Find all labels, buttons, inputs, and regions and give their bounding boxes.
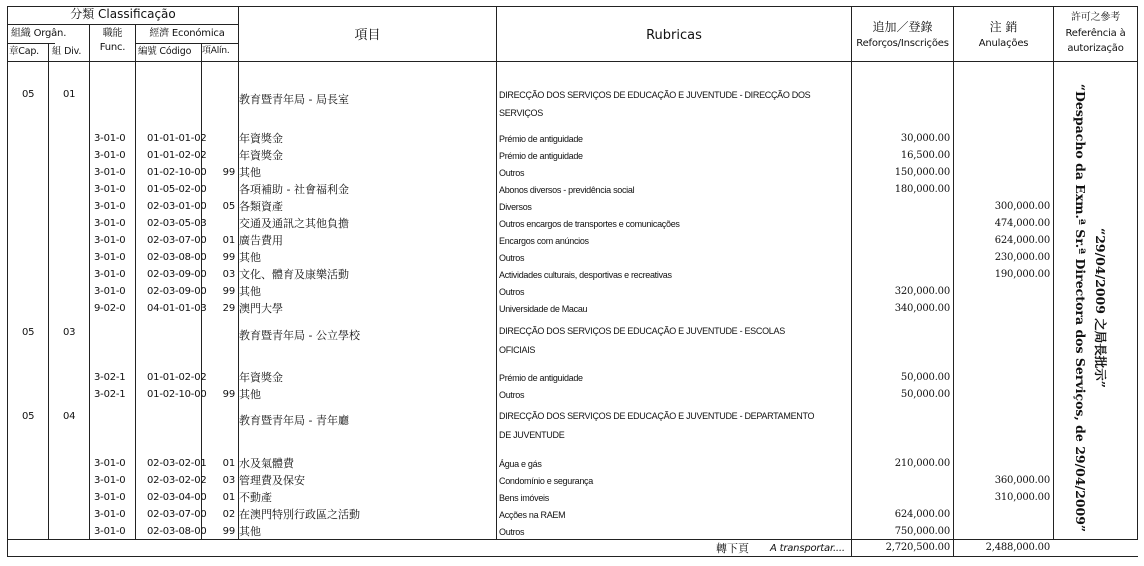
row-alin: 99 — [222, 526, 235, 537]
row-item: 各項補助 - 社會福利金 — [239, 183, 349, 196]
row-codigo: 01-02-10-00 — [147, 167, 207, 178]
row-reforco: 320,000.00 — [894, 286, 950, 297]
header-alin: 項Alín. — [202, 46, 230, 56]
row-func: 3-02-1 — [94, 389, 126, 400]
header-codigo: 編號 Código — [138, 46, 192, 57]
header-rule-1 — [7, 24, 238, 25]
row-rubrica: Abonos diversos - previdência social — [499, 185, 635, 195]
vline-reforcos — [953, 6, 954, 557]
authorization-line-1: “29/04/2009 之局長批示” — [1093, 228, 1108, 388]
row-func: 3-01-0 — [94, 133, 126, 144]
group-item: 教育暨青年局 - 局長室 — [239, 93, 349, 106]
row-codigo: 02-03-01-00 — [147, 201, 207, 212]
group-item: 教育暨青年局 - 公立學校 — [239, 329, 360, 342]
row-codigo: 02-03-02-02 — [147, 475, 207, 486]
row-anulacao: 310,000.00 — [994, 492, 1050, 503]
row-func: 3-01-0 — [94, 526, 126, 537]
row-rubrica: Outros — [499, 287, 525, 297]
row-item: 其他 — [239, 166, 261, 179]
row-rubrica: Prémio de antiguidade — [499, 373, 583, 383]
row-func: 3-02-1 — [94, 372, 126, 383]
row-codigo: 04-01-01-03 — [147, 303, 207, 314]
row-reforco: 50,000.00 — [900, 389, 950, 400]
row-alin: 99 — [222, 389, 235, 400]
header-reforcos-zh: 追加／登錄 — [872, 20, 933, 34]
row-reforco: 624,000.00 — [894, 509, 950, 520]
row-alin: 02 — [222, 509, 235, 520]
group-cap: 05 — [22, 411, 35, 422]
footer-total-reforcos: 2,720,500.00 — [885, 542, 950, 553]
row-rubrica: Outros — [499, 168, 525, 178]
row-func: 3-01-0 — [94, 235, 126, 246]
body-bottom — [7, 539, 1138, 540]
row-func: 3-01-0 — [94, 269, 126, 280]
row-func: 3-01-0 — [94, 252, 126, 263]
row-func: 3-01-0 — [94, 475, 126, 486]
header-bottom — [7, 61, 1138, 62]
table-border-top — [7, 6, 1138, 7]
vline-cap — [48, 43, 49, 540]
row-codigo: 02-03-09-00 — [147, 269, 207, 280]
row-reforco: 340,000.00 — [894, 303, 950, 314]
vline-anulacoes — [1053, 6, 1054, 540]
row-item: 各類資產 — [239, 200, 283, 213]
row-alin: 99 — [222, 252, 235, 263]
row-codigo: 02-03-09-00 — [147, 286, 207, 297]
row-anulacao: 360,000.00 — [994, 475, 1050, 486]
row-anulacao: 474,000.00 — [994, 218, 1050, 229]
row-codigo: 01-01-02-02 — [147, 372, 207, 383]
vline-div — [89, 24, 90, 540]
row-reforco: 210,000.00 — [894, 458, 950, 469]
row-reforco: 16,500.00 — [900, 150, 950, 161]
row-item: 年資獎金 — [239, 132, 283, 145]
group-rubrica-2: DE JUVENTUDE — [499, 430, 565, 440]
row-rubrica: Acções na RAEM — [499, 510, 566, 520]
header-econ: 經濟 Económica — [149, 28, 225, 39]
row-item: 年資獎金 — [239, 149, 283, 162]
group-div: 03 — [63, 327, 76, 338]
header-organ: 組織 Orgân. — [11, 28, 67, 39]
row-item: 交通及通訊之其他負擔 — [239, 217, 349, 230]
row-reforco: 180,000.00 — [894, 184, 950, 195]
group-rubrica-1: DIRECÇÃO DOS SERVIÇOS DE EDUCAÇÃO E JUVENTUDE - DEPARTAMENTO — [499, 411, 815, 421]
authorization-line-2: “Despacho da Exm.ª Sr.ª Directora dos Serviços, de 29/04/2009” — [1073, 83, 1088, 533]
group-rubrica-1: DIRECÇÃO DOS SERVIÇOS DE EDUCAÇÃO E JUVENTUDE - ESCOLAS — [499, 326, 785, 336]
header-ref-2: autorização — [1067, 43, 1124, 54]
row-func: 3-01-0 — [94, 492, 126, 503]
group-div: 04 — [63, 411, 76, 422]
row-alin: 29 — [222, 303, 235, 314]
row-func: 3-01-0 — [94, 458, 126, 469]
row-func: 3-01-0 — [94, 201, 126, 212]
row-codigo: 02-03-08-00 — [147, 526, 207, 537]
row-anulacao: 624,000.00 — [994, 235, 1050, 246]
vline-func — [135, 24, 136, 540]
row-rubrica: Água e gás — [499, 459, 542, 469]
row-rubrica: Actividades culturais, desportivas e recreativas — [499, 270, 672, 280]
vline-left — [7, 6, 8, 557]
row-alin: 03 — [222, 269, 235, 280]
row-item: 管理費及保安 — [239, 474, 305, 487]
authorization-reference — [1060, 83, 1120, 533]
row-rubrica: Diversos — [499, 202, 532, 212]
row-rubrica: Prémio de antiguidade — [499, 151, 583, 161]
row-item: 水及氣體費 — [239, 457, 294, 470]
row-codigo: 01-01-01-02 — [147, 133, 207, 144]
header-rubricas: Rubricas — [646, 28, 702, 43]
row-alin: 99 — [222, 286, 235, 297]
group-cap: 05 — [22, 327, 35, 338]
group-item: 教育暨青年局 - 青年廳 — [239, 414, 349, 427]
row-item: 在澳門特別行政區之活動 — [239, 508, 360, 521]
row-item: 其他 — [239, 251, 261, 264]
group-rubrica-2: OFICIAIS — [499, 345, 536, 355]
header-func: Func. — [99, 42, 126, 53]
header-ref-1: Referência à — [1065, 28, 1126, 39]
row-item: 其他 — [239, 388, 261, 401]
row-alin: 05 — [222, 201, 235, 212]
header-reforcos: Reforços/Inscrições — [856, 38, 949, 49]
row-item: 其他 — [239, 525, 261, 538]
row-func: 3-01-0 — [94, 509, 126, 520]
row-alin: 99 — [222, 167, 235, 178]
header-rule-2b — [135, 43, 238, 44]
row-item: 不動產 — [239, 491, 272, 504]
footer-total-anulacoes: 2,488,000.00 — [985, 542, 1050, 553]
row-reforco: 750,000.00 — [894, 526, 950, 537]
row-func: 9-02-0 — [94, 303, 126, 314]
row-func: 3-01-0 — [94, 218, 126, 229]
row-rubrica: Outros — [499, 527, 525, 537]
row-rubrica: Outros — [499, 390, 525, 400]
vline-item — [496, 6, 497, 540]
row-alin: 01 — [222, 492, 235, 503]
row-anulacao: 190,000.00 — [994, 269, 1050, 280]
footer-label: A transportar.... — [770, 543, 845, 554]
row-item: 其他 — [239, 285, 261, 298]
row-codigo: 01-05-02-00 — [147, 184, 207, 195]
row-reforco: 50,000.00 — [900, 372, 950, 383]
vline-rubrica — [851, 6, 852, 557]
row-item: 文化、體育及康樂活動 — [239, 268, 349, 281]
group-rubrica-2: SERVIÇOS — [499, 108, 543, 118]
row-rubrica: Encargos com anúncios — [499, 236, 589, 246]
row-codigo: 02-03-02-01 — [147, 458, 207, 469]
group-cap: 05 — [22, 89, 35, 100]
header-cap: 章Cap. — [9, 46, 40, 57]
row-rubrica: Condomínio e segurança — [499, 476, 593, 486]
row-func: 3-01-0 — [94, 184, 126, 195]
row-anulacao: 300,000.00 — [994, 201, 1050, 212]
vline-right — [1137, 6, 1138, 540]
row-rubrica: Prémio de antiguidade — [499, 134, 583, 144]
row-rubrica: Outros — [499, 253, 525, 263]
row-codigo: 02-03-07-00 — [147, 509, 207, 520]
header-classification: 分類 Classificação — [70, 7, 176, 21]
header-item: 項目 — [354, 28, 381, 43]
row-codigo: 01-02-10-00 — [147, 389, 207, 400]
row-item: 廣告費用 — [239, 234, 283, 247]
header-anulacoes-zh: 注 銷 — [989, 20, 1018, 34]
footer-label-zh: 轉下頁 — [716, 542, 749, 555]
row-func: 3-01-0 — [94, 167, 126, 178]
row-reforco: 150,000.00 — [894, 167, 950, 178]
header-ref-zh: 許可之參考 — [1071, 12, 1120, 23]
row-item: 年資獎金 — [239, 371, 283, 384]
row-rubrica: Universidade de Macau — [499, 304, 588, 314]
header-div: 組 Div. — [52, 46, 82, 57]
row-alin: 01 — [222, 235, 235, 246]
row-rubrica: Bens imóveis — [499, 493, 549, 503]
row-anulacao: 230,000.00 — [994, 252, 1050, 263]
row-codigo: 02-03-07-00 — [147, 235, 207, 246]
row-item: 澳門大學 — [239, 302, 283, 315]
row-reforco: 30,000.00 — [900, 133, 950, 144]
header-func-zh: 職能 — [102, 28, 123, 39]
row-alin: 03 — [222, 475, 235, 486]
row-func: 3-01-0 — [94, 286, 126, 297]
row-alin: 01 — [222, 458, 235, 469]
row-codigo: 02-03-08-00 — [147, 252, 207, 263]
table-border-bottom — [7, 556, 1138, 557]
row-codigo: 01-01-02-02 — [147, 150, 207, 161]
row-rubrica: Outros encargos de transportes e comunicações — [499, 219, 680, 229]
row-codigo: 02-03-04-00 — [147, 492, 207, 503]
header-anulacoes: Anulações — [978, 38, 1029, 49]
group-div: 01 — [63, 89, 76, 100]
row-codigo: 02-03-05-03 — [147, 218, 207, 229]
group-rubrica-1: DIRECÇÃO DOS SERVIÇOS DE EDUCAÇÃO E JUVENTUDE - DIRECÇÃO DOS — [499, 90, 811, 100]
row-func: 3-01-0 — [94, 150, 126, 161]
